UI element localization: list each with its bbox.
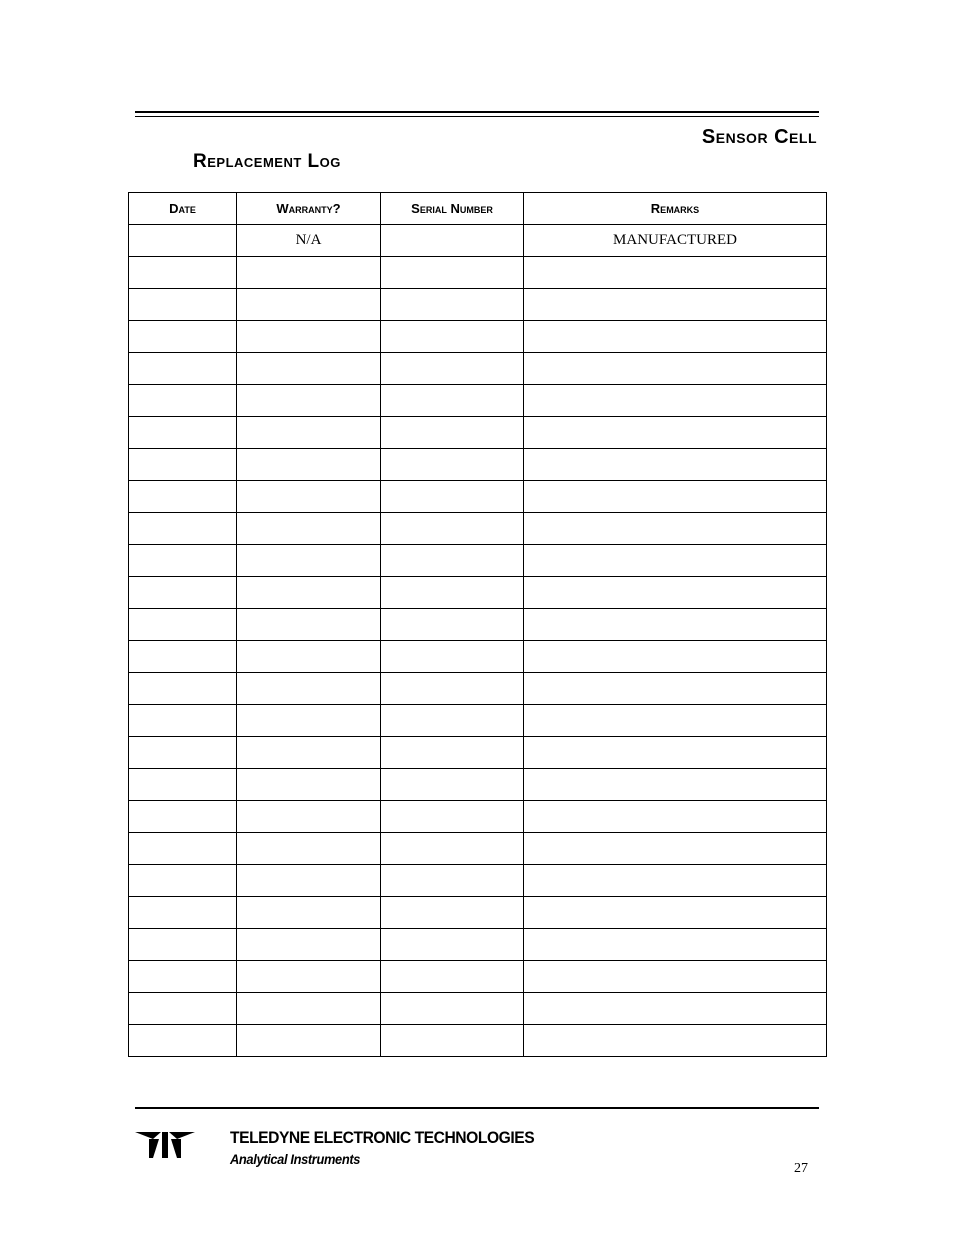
table-row [129,353,827,385]
remarks-cell [524,929,827,961]
serial-number-cell [381,321,524,353]
warranty-cell [237,865,381,897]
table-row [129,929,827,961]
serial-number-cell [381,865,524,897]
serial-number-cell [381,1025,524,1057]
table-row [129,865,827,897]
date-cell [129,833,237,865]
warranty-cell [237,801,381,833]
date-cell [129,545,237,577]
date-cell [129,449,237,481]
remarks-cell [524,769,827,801]
serial-number-cell [381,449,524,481]
date-cell [129,385,237,417]
serial-number-cell [381,289,524,321]
date-cell [129,225,237,257]
serial-number-cell [381,993,524,1025]
table-row [129,897,827,929]
column-header-remarks: Remarks [524,193,827,225]
serial-number-cell [381,801,524,833]
serial-number-cell [381,609,524,641]
date-cell [129,961,237,993]
date-cell [129,737,237,769]
remarks-cell [524,577,827,609]
remarks-cell [524,353,827,385]
remarks-cell [524,801,827,833]
serial-number-cell [381,673,524,705]
remarks-cell [524,833,827,865]
table-row [129,545,827,577]
table-row [129,289,827,321]
warranty-cell [237,673,381,705]
remarks-cell [524,897,827,929]
date-cell [129,353,237,385]
date-cell [129,641,237,673]
table-row [129,705,827,737]
warranty-cell [237,929,381,961]
date-cell [129,257,237,289]
serial-number-cell [381,545,524,577]
table-row [129,577,827,609]
table-header-row [129,193,827,225]
log-title: Replacement Log [193,151,341,172]
serial-number-cell [381,641,524,673]
warranty-cell [237,897,381,929]
warranty-cell [237,993,381,1025]
table-row [129,801,827,833]
remarks-cell [524,609,827,641]
warranty-cell [237,577,381,609]
table-row [129,609,827,641]
warranty-cell [237,769,381,801]
warranty-cell [237,833,381,865]
date-cell [129,417,237,449]
warranty-cell [237,385,381,417]
company-name: TELEDYNE ELECTRONIC TECHNOLOGIES [230,1128,535,1147]
date-cell [129,801,237,833]
date-cell [129,577,237,609]
remarks-cell [524,961,827,993]
table-row [129,833,827,865]
serial-number-cell [381,225,524,257]
warranty-cell [237,417,381,449]
footer-rule [135,1107,819,1109]
table-row [129,1025,827,1057]
serial-number-cell [381,417,524,449]
date-cell [129,929,237,961]
teledyne-logo-icon [135,1130,195,1160]
serial-number-cell [381,385,524,417]
remarks-cell [524,385,827,417]
section-title: Sensor Cell [701,126,817,148]
warranty-cell [237,513,381,545]
date-cell [129,705,237,737]
header-rule-thin [135,116,819,117]
date-cell [129,897,237,929]
serial-number-cell [381,961,524,993]
warranty-cell [237,961,381,993]
table-row [129,641,827,673]
warranty-cell [237,737,381,769]
warranty-cell [237,481,381,513]
serial-number-cell [381,929,524,961]
date-cell [129,321,237,353]
serial-number-cell [381,705,524,737]
date-cell [129,865,237,897]
header-rule-thick [135,111,819,113]
table-row [129,321,827,353]
warranty-cell [237,353,381,385]
remarks-cell [524,865,827,897]
table-row [129,257,827,289]
table-row [129,961,827,993]
remarks-cell [524,417,827,449]
serial-number-cell [381,481,524,513]
serial-number-cell [381,833,524,865]
table-row [129,513,827,545]
date-cell [129,1025,237,1057]
remarks-cell [524,513,827,545]
warranty-cell [237,257,381,289]
warranty-cell [237,1025,381,1057]
table-row [129,449,827,481]
remarks-cell [524,641,827,673]
date-cell [129,289,237,321]
division-name: Analytical Instruments [230,1151,361,1167]
warranty-cell [237,609,381,641]
remarks-cell [524,257,827,289]
remarks-cell [524,449,827,481]
column-header-warranty: Warranty? [237,193,381,225]
serial-number-cell [381,577,524,609]
table-row [129,769,827,801]
remarks-cell: MANUFACTURED [524,225,827,257]
warranty-cell [237,545,381,577]
warranty-cell [237,321,381,353]
serial-number-cell [381,897,524,929]
remarks-cell [524,737,827,769]
date-cell [129,481,237,513]
serial-number-cell [381,737,524,769]
table-row [129,993,827,1025]
date-cell [129,769,237,801]
column-header-date: Date [129,193,237,225]
table-row [129,385,827,417]
date-cell [129,993,237,1025]
remarks-cell [524,673,827,705]
serial-number-cell [381,769,524,801]
date-cell [129,513,237,545]
remarks-cell [524,1025,827,1057]
date-cell [129,673,237,705]
remarks-cell [524,481,827,513]
remarks-cell [524,993,827,1025]
table-row [129,417,827,449]
table-body [129,225,827,1057]
page-number: 27 [794,1161,808,1176]
remarks-cell [524,705,827,737]
serial-number-cell [381,513,524,545]
column-header-serial-number: Serial Number [381,193,524,225]
warranty-cell: N/A [237,225,381,257]
warranty-cell [237,705,381,737]
serial-number-cell [381,353,524,385]
warranty-cell [237,641,381,673]
table-row [129,737,827,769]
date-cell [129,609,237,641]
warranty-cell [237,289,381,321]
table-row [129,225,827,257]
serial-number-cell [381,257,524,289]
remarks-cell [524,321,827,353]
warranty-cell [237,449,381,481]
table-row [129,481,827,513]
replacement-log-table [128,192,827,1057]
table-row [129,673,827,705]
remarks-cell [524,289,827,321]
remarks-cell [524,545,827,577]
